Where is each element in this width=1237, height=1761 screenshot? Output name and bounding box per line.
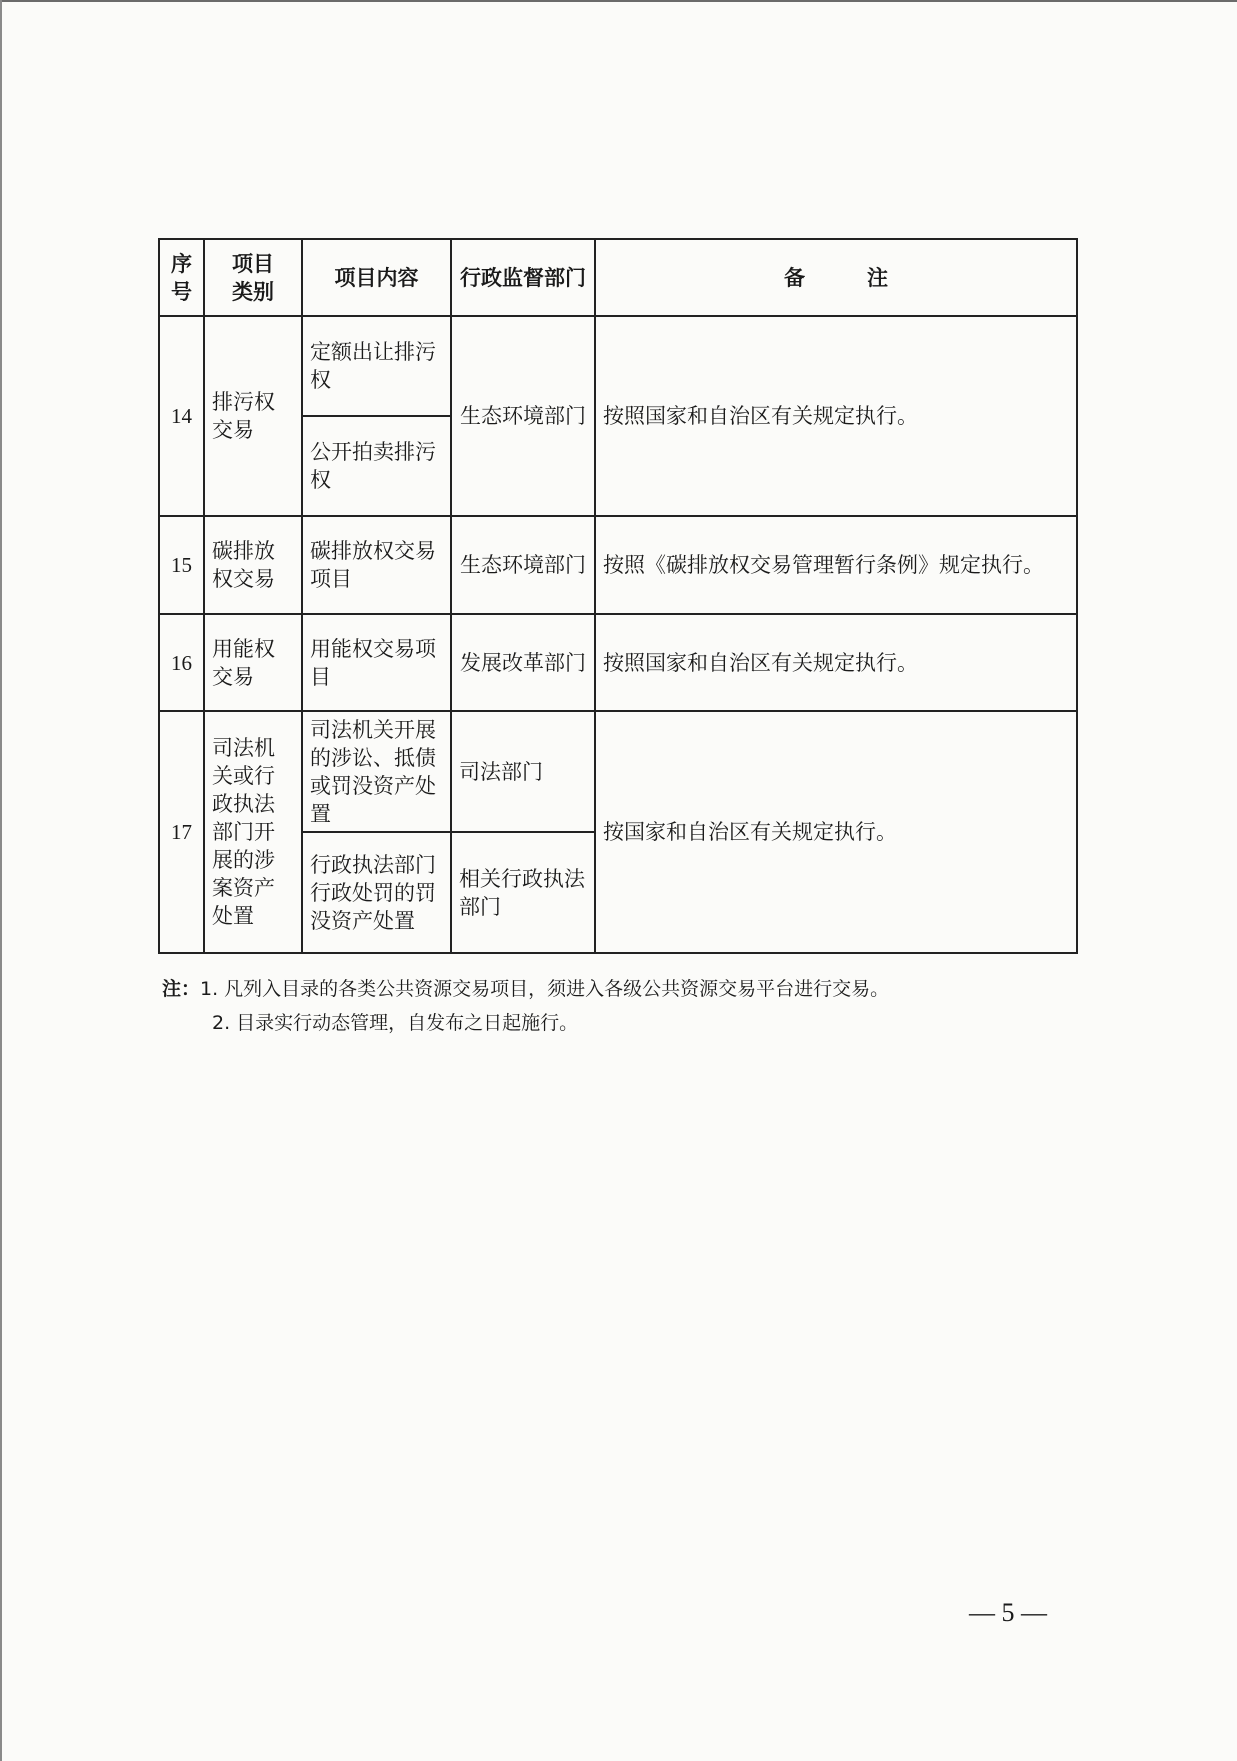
table-notes	[162, 972, 1082, 1040]
table-row	[159, 614, 1077, 711]
scan-edge-left	[0, 0, 2, 1761]
row-number: 17	[159, 711, 204, 953]
scan-edge-top	[0, 0, 1237, 2]
row-number: 16	[159, 614, 204, 711]
row-department: 司法部门	[451, 711, 595, 832]
note-label: 注：	[162, 978, 201, 1000]
row-remark: 按国家和自治区有关规定执行。	[595, 711, 1077, 953]
row-number: 15	[159, 516, 204, 614]
header-no: 序号	[159, 239, 204, 316]
header-content: 项目内容	[302, 239, 451, 316]
row-content: 定额出让排污权	[302, 316, 451, 416]
header-remark: 备注	[595, 239, 1077, 316]
note-item-1: 1. 凡列入目录的各类公共资源交易项目，须进入各级公共资源交易平台进行交易。	[200, 978, 890, 1000]
row-category: 用能权交易	[204, 614, 302, 711]
row-category: 排污权交易	[204, 316, 302, 516]
row-content: 行政执法部门行政处罚的罚没资产处置	[302, 832, 451, 953]
note-line-1	[162, 972, 1082, 1006]
header-category: 项目类别	[204, 239, 302, 316]
note-item-2: 2. 目录实行动态管理，自发布之日起施行。	[212, 1012, 579, 1034]
row-content: 司法机关开展的涉讼、抵债或罚没资产处置	[302, 711, 451, 832]
note-line-2	[162, 1006, 1082, 1040]
public-resource-catalog-table	[158, 238, 1078, 954]
page-number: — 5 —	[969, 1598, 1047, 1627]
row-department: 相关行政执法部门	[451, 832, 595, 953]
table-row	[159, 711, 1077, 832]
row-category: 碳排放权交易	[204, 516, 302, 614]
table-header-row	[159, 239, 1077, 316]
row-remark: 按照国家和自治区有关规定执行。	[595, 614, 1077, 711]
row-number: 14	[159, 316, 204, 516]
row-content: 公开拍卖排污权	[302, 416, 451, 516]
row-remark: 按照国家和自治区有关规定执行。	[595, 316, 1077, 516]
row-remark: 按照《碳排放权交易管理暂行条例》规定执行。	[595, 516, 1077, 614]
table-row	[159, 316, 1077, 416]
row-department: 生态环境部门	[451, 316, 595, 516]
header-department: 行政监督部门	[451, 239, 595, 316]
row-category: 司法机关或行政执法部门开展的涉案资产处置	[204, 711, 302, 953]
row-content: 用能权交易项目	[302, 614, 451, 711]
row-department: 生态环境部门	[451, 516, 595, 614]
row-department: 发展改革部门	[451, 614, 595, 711]
row-content: 碳排放权交易项目	[302, 516, 451, 614]
table-row	[159, 516, 1077, 614]
